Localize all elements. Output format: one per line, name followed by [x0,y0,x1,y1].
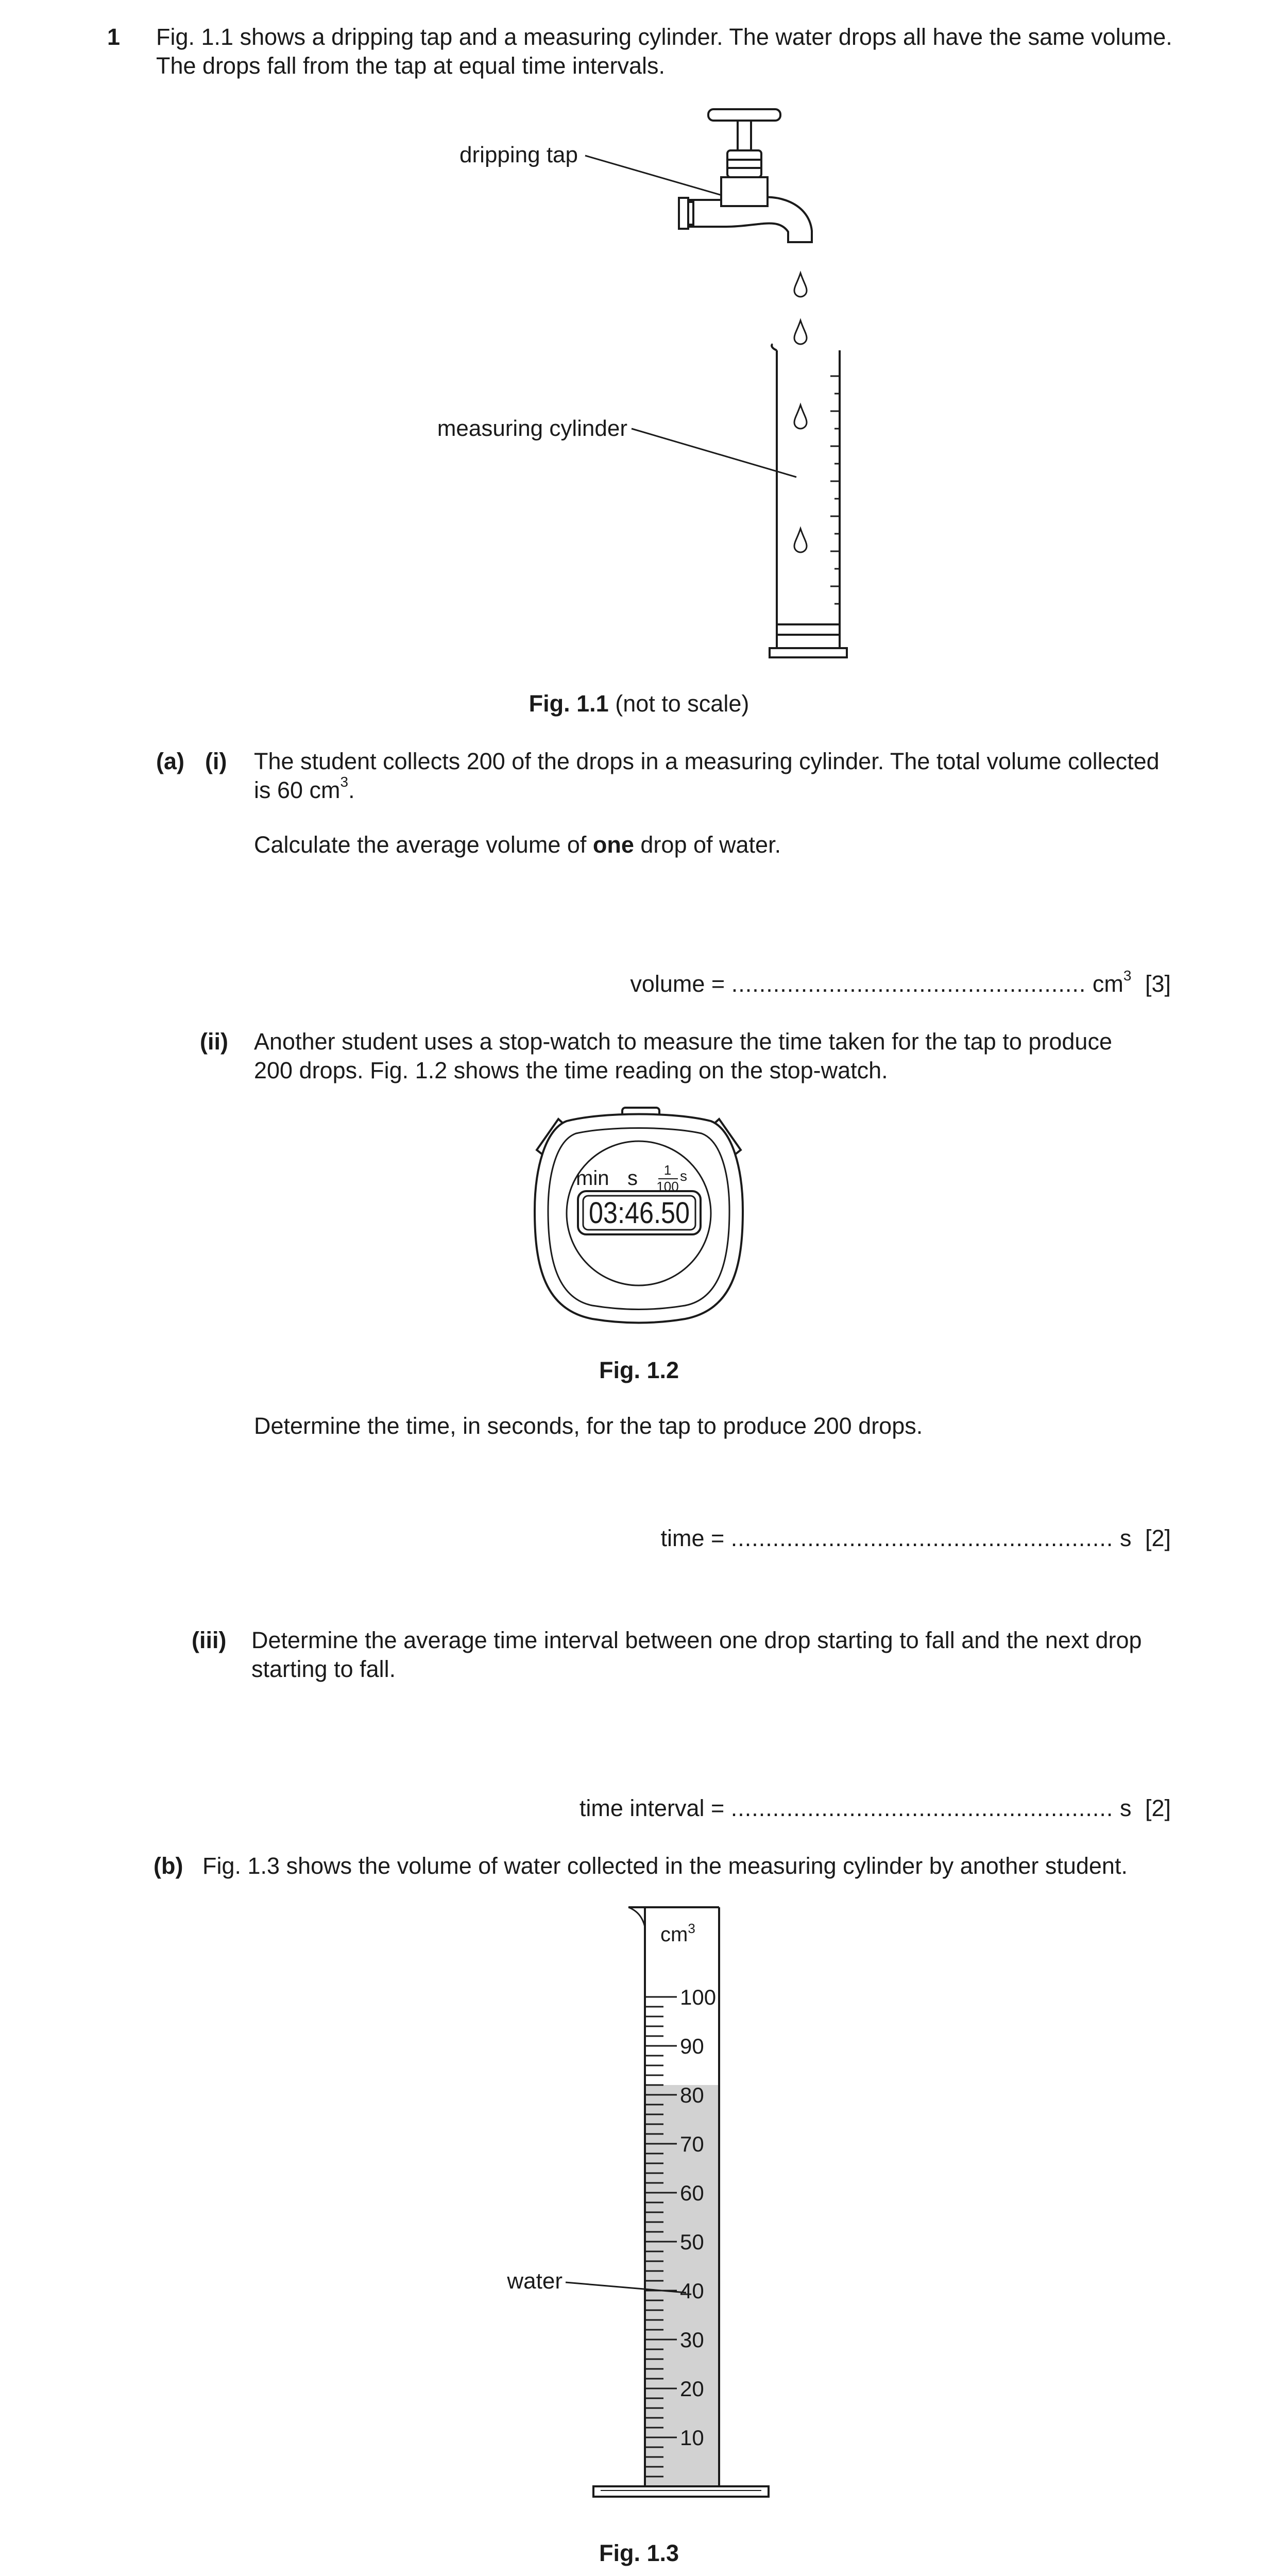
cylinder-scale-ticks [830,376,840,604]
part-a-i-answer-unit: cm [1092,971,1123,997]
part-a-i-instruction-post: drop of water. [634,832,781,858]
part-a-label: (a) [156,748,184,774]
leader-cylinder [632,429,796,477]
label-measuring-cylinder: measuring cylinder [437,416,627,441]
part-a-i-text-2 [254,776,355,805]
part-a-ii-text-1: Another student uses a stop-watch to measure the time taken for the tap to produce [254,1028,1112,1055]
part-a-ii-answer-unit: s [1119,1525,1132,1551]
part-a-i-text-1: The student collects 200 of the drops in a measuring cylinder. The total volume collected [254,748,1160,774]
part-a-i-instruction-pre: Calculate the average volume of [254,832,593,858]
drop-4 [794,529,807,552]
scale-label: 10 [680,2426,704,2450]
scale-label: 90 [680,2034,704,2058]
stopwatch-label-min: min [576,1167,609,1190]
fig-1-2-caption: Fig. 1.2 [599,1357,679,1383]
part-a-iii-answer-field[interactable]: ....................................................... [730,1795,1114,1821]
stopwatch-label-s: s [627,1167,638,1190]
part-a-i-instruction [254,831,781,859]
label-dripping-tap: dripping tap [459,142,578,167]
part-a-i-instruction-bold: one [592,832,634,858]
water-label: water [507,2268,563,2294]
fig-1-3-caption: Fig. 1.3 [599,2540,679,2566]
drop-3 [794,405,807,429]
part-a-ii-label: (ii) [200,1028,228,1055]
intro-line-2: The drops fall from the tap at equal time intervals. [156,53,665,79]
part-a-i-label: (i) [205,748,227,774]
part-a-iii-answer-unit: s [1119,1795,1132,1821]
scale-label: 70 [680,2132,704,2156]
part-a-i-text-2-pre: is 60 cm [254,777,340,803]
part-a-iii-text-1: Determine the average time interval between one drop starting to fall and the next drop [251,1627,1142,1653]
fig-1-2-stopwatch [531,1103,747,1329]
part-a-ii-answer-line [660,1524,1171,1553]
part-a-i-text-2-post: . [348,777,355,803]
fig-1-3-measuring-cylinder [464,1896,824,2514]
part-a-i-answer-field[interactable]: ................................................... [731,971,1086,997]
part-a-iii-answer-line [580,1794,1171,1823]
scale-label: 80 [680,2083,704,2107]
scale-label: 20 [680,2377,704,2401]
part-a-iii-text-2: starting to fall. [251,1656,396,1682]
stopwatch-label-frac-den: 100 [656,1179,679,1194]
part-a-ii-instruction: Determine the time, in seconds, for the tap to produce 200 drops. [254,1413,923,1439]
fig-1-1-caption-bold: Fig. 1.1 [529,690,609,717]
part-a-ii-text-2: 200 drops. Fig. 1.2 shows the time reading on the stop-watch. [254,1057,888,1083]
stopwatch-label-frac-s: s [680,1168,687,1184]
question-number: 1 [107,24,121,50]
part-a-ii-answer-field[interactable]: ....................................................... [730,1525,1114,1551]
part-a-i-answer-unit-sup: 3 [1123,968,1132,984]
intro-line-1: Fig. 1.1 shows a dripping tap and a measuring cylinder. The water drops all have the same volume. [156,24,1172,50]
fig-1-1-diagram [0,0,1278,680]
fig-1-1-caption-rest: (not to scale) [615,690,749,717]
drop-2 [794,320,807,344]
scale-label: 40 [680,2279,704,2303]
water-drops [794,273,807,552]
scale-label: 50 [680,2230,704,2254]
scale-label: 100 [680,1985,717,2009]
stopwatch-label-frac-num: 1 [663,1162,672,1178]
part-a-iii-answer-label: time interval = [579,1795,725,1821]
part-b-text: Fig. 1.3 shows the volume of water collected in the measuring cylinder by another student. [202,1853,1128,1879]
stopwatch-display: 03:46.50 [589,1196,690,1230]
part-a-i-text-2-sup: 3 [340,774,349,790]
part-a-i-answer-label: volume = [630,971,725,997]
part-a-i-marks: [3] [1145,971,1171,997]
part-a-ii-marks: [2] [1145,1525,1171,1551]
part-a-iii-label: (iii) [192,1627,227,1653]
drop-1 [794,273,807,297]
leader-tap [585,156,738,200]
tap-icon [679,109,812,242]
scale-label: 60 [680,2181,704,2205]
part-a-iii-marks: [2] [1145,1795,1171,1821]
fig-1-3-unit: $cm^3$ [660,1921,695,1946]
fig-1-1-caption [0,689,1278,718]
part-a-ii-answer-label: time = [660,1525,725,1551]
scale-label: 30 [680,2328,704,2352]
measuring-cylinder-icon [770,344,847,657]
part-b-label: (b) [154,1853,183,1879]
part-a-i-answer-line [630,970,1171,998]
